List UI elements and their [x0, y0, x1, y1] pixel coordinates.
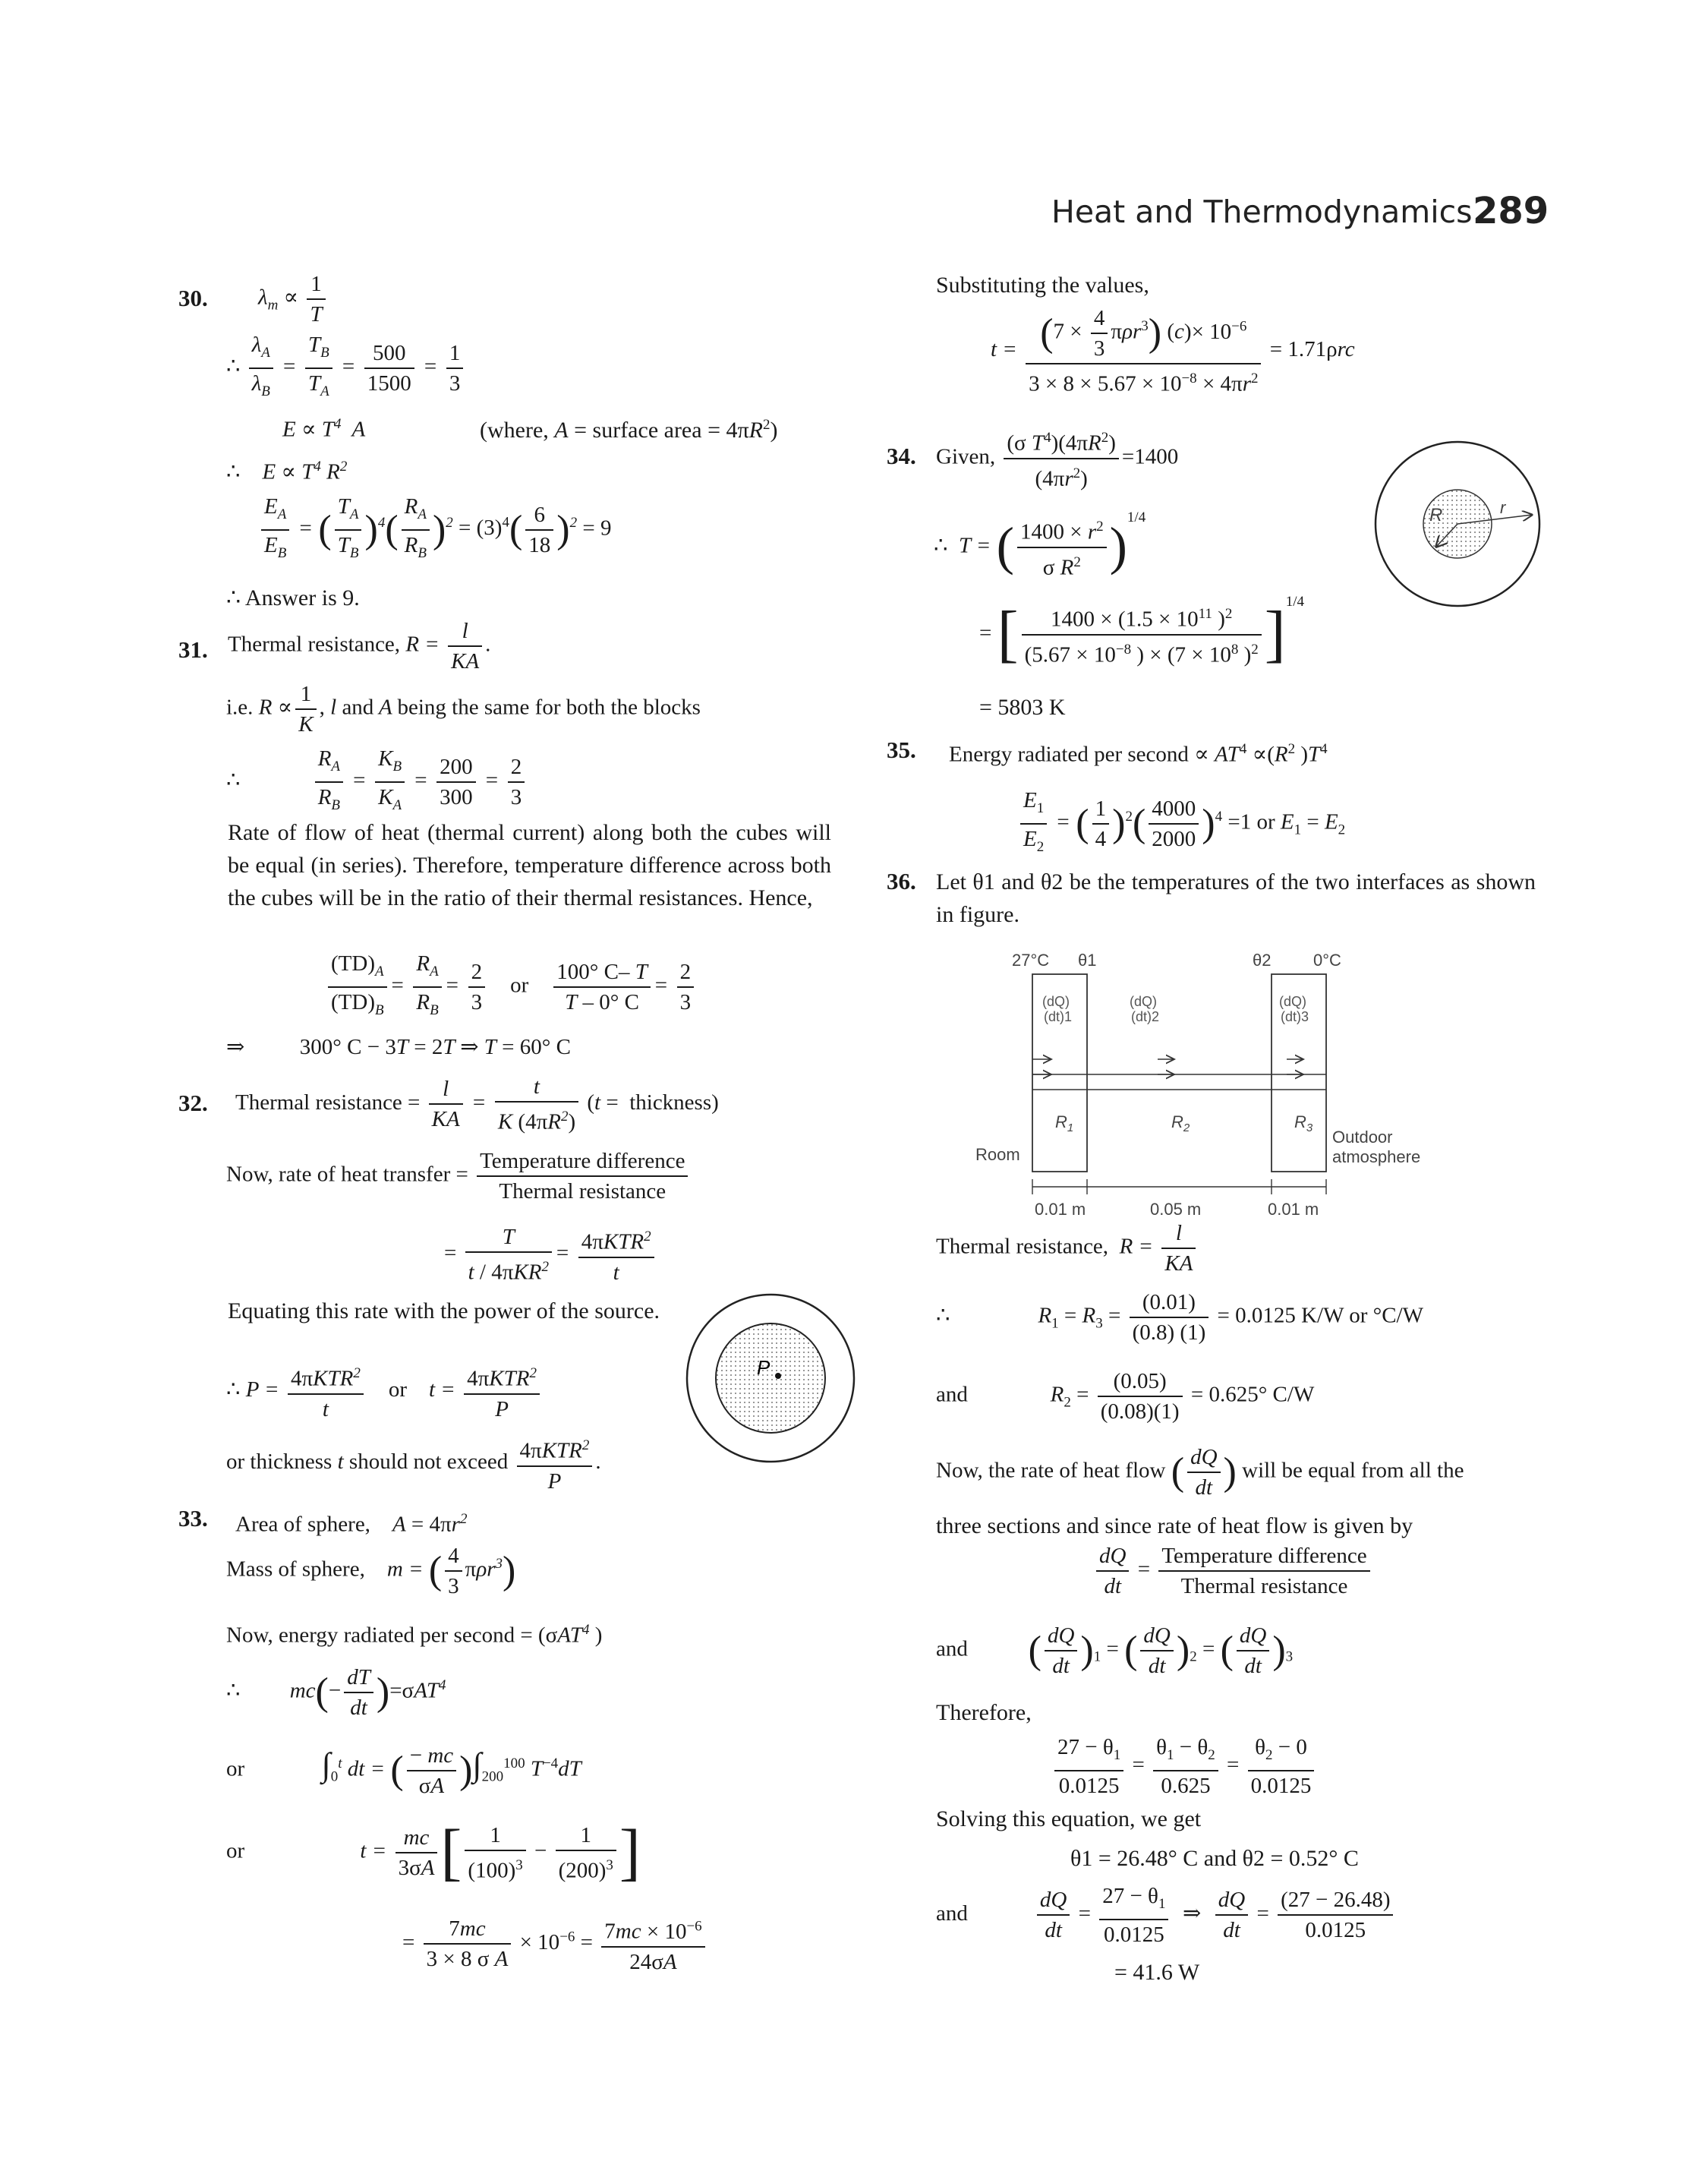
fig-r2: $R_2$ [1171, 1112, 1190, 1134]
svg-text:(dt)2: (dt)2 [1131, 1009, 1160, 1024]
q33-line3: Now, energy radiated per second = (σAT$^4$ ) [226, 1622, 603, 1648]
q30-line1: $\lambda_m$ ∝ $\frac{1}{T}$ [258, 270, 329, 329]
q33-line6: or t = $\frac{mc}{3\sigma A}$ [ $\frac{1}{(100)^3}$ − $\frac{1}{(200)^3}$ ] [226, 1817, 641, 1888]
q30-line5: $\frac{E_A}{E_B}$ = ( $\frac{T_A}{T_B}$ )$^4$( $\frac{R_A}{R_B}$ )$^2 = (3)^4$( $\frac{6}{18}$ )$^2$ = 9 [258, 492, 611, 568]
fig-width3: 0.01 m [1268, 1200, 1319, 1219]
q36-line7: Therefore, [936, 1700, 1032, 1725]
q36-line12: = 41.6 W [1114, 1960, 1200, 1985]
q31-line4: $\frac{(TD)_A}{(TD)_B}$ = $\frac{R_A}{R_B}$ = $\frac{2}{3}$ or $\frac{100^\circ C- T}{T - 0^\circ C}$ = $\frac{2}{3}$ [325, 949, 697, 1025]
q31-line5: ⇒ 300° C − 3T = 2T ⇒ T = 60° C [226, 1035, 571, 1059]
q36-paragraph: Let θ1 and θ2 be the temperatures of the two interfaces as shown in figure. [936, 869, 1536, 927]
question-number-32: 32. [178, 1090, 208, 1116]
fig-r3: $R_3$ [1294, 1112, 1313, 1134]
q34-line3: = [ $\frac{1400 \times (1.5 \times 10^{11} )^2}{(5.67 \times 10^{-8} ) \times (7 \times 10^8 )^2}$ ]$^{1/4}$ [979, 593, 1305, 670]
q33-line5: or $\int_0^t$ dt = ( $\frac{- mc}{\sigma A}$ )$\int_{200}^{100}$ $T^{-4}dT$ [226, 1741, 581, 1800]
q32-paragraph: Equating this rate with the power of the source. [228, 1298, 660, 1323]
fig-r1: $R_1$ [1055, 1112, 1074, 1134]
q36-line1: Thermal resistance, R = $\frac{l}{KA}$ [936, 1219, 1199, 1278]
svg-text:(dt)1: (dt)1 [1044, 1009, 1073, 1024]
question-number-35: 35. [887, 737, 916, 763]
fig-theta2: θ2 [1253, 951, 1272, 970]
fig-room: Room [975, 1145, 1020, 1164]
q33-line1: Area of sphere, $A = 4\pi r^2$ [235, 1511, 468, 1537]
svg-text:(dt)3: (dt)3 [1281, 1009, 1309, 1024]
q36-line9: Solving this equation, we get [936, 1806, 1202, 1831]
q36-line11: and $\frac{dQ}{dt}$ = $\frac{27 - \theta_1}{0.0125}$ ⇒ $\frac{dQ}{dt}$ = $\frac{(27 - 26.48)}{0.0125}$ [936, 1882, 1396, 1949]
q33-line9: t = (7 × $\frac{4}{3}$ πρr$^3$) $(c)\times 10^{-6}$ $3 \times 8 \times 5.67 \times 10^{-8} \times 4\pi r^2$ = 1.71ρrc [991, 304, 1355, 399]
fig-label-R: R [1429, 505, 1443, 525]
q32-line4: ∴ P = $\frac{4\pi KTR^2}{t}$ or t = $\frac{4\pi KTR^2}{P}$ [226, 1359, 543, 1424]
question-number-30: 30. [178, 285, 208, 311]
q36-line8: $\frac{27 - \theta_1}{0.0125}$ = $\frac{\theta_1 - \theta_2}{0.625}$ = $\frac{\theta_2 - 0}{0.0125}$ [1051, 1733, 1317, 1800]
fig-width1: 0.01 m [1035, 1200, 1086, 1219]
q31-line1: Thermal resistance, R = $\frac{l}{KA}$ . [228, 617, 490, 676]
q36-line10: θ1 = 26.48° C and θ2 = 0.52° C [1070, 1846, 1359, 1871]
q30-line2: ∴ $\frac{\lambda_A}{\lambda_B}$ = $\frac{T_B}{T_A}$ = $\frac{500}{1500}$ = $\frac{1}{3}$ [226, 330, 466, 406]
q31-line2: i.e. R ∝ $\frac{1}{K}$ , l and A being the same for both the blocks [226, 680, 701, 739]
q35-line1: Energy radiated per second ∝ $AT^4 \propto(R^2$ )$T^4$ [949, 741, 1328, 767]
question-number-33: 33. [178, 1505, 208, 1532]
fig-dq1: (dQ) [1042, 994, 1070, 1009]
q36-line3: and $R_2$ = $\frac{(0.05)}{(0.08)(1)}$ = 0.625° C/W [936, 1367, 1314, 1426]
q30-line3: $E \propto T^4$ A [282, 416, 366, 442]
q33-line7: = $\frac{7mc}{\text{3 × 8 σ A}}$ × $10^{-6}$ = $\frac{7mc \times 10^{-6}}{24\sigma A}$ [402, 1912, 708, 1976]
q32-line2: Now, rate of heat transfer = $\frac{\text{Temperature difference}}{\text{Thermal resistance}}$ [226, 1147, 691, 1206]
q34-line1: Given, $\frac{(\sigma T^4)(4\pi R^2)}{(4\pi r^2)}$ =1400 [936, 424, 1178, 493]
fig-outdoor: Outdoor [1332, 1128, 1393, 1147]
q31-line3: ∴ $\frac{R_A}{R_B}$ = $\frac{K_B}{K_A}$ = $\frac{200}{300}$ = $\frac{2}{3}$ [226, 744, 528, 820]
fig-temp-right: 0°C [1313, 951, 1341, 970]
inner-sphere [716, 1323, 825, 1433]
sphere-figure [683, 1291, 858, 1465]
q33-line2: Mass of sphere, m = ( $\frac{4}{3}$ πρr$^3$) [226, 1541, 515, 1601]
fig-dq2: (dQ) [1130, 994, 1157, 1009]
q34-line4: = 5803 K [979, 695, 1066, 720]
q36-line4a: Now, the rate of heat flow ( $\frac{dQ}{dt}$ ) will be equal from all the [936, 1443, 1464, 1502]
fig-label-p: P [757, 1356, 770, 1379]
q33-line4: ∴ mc(− $\frac{dT}{dt}$ )=σAT$^4$ [226, 1663, 446, 1722]
planet-orbit-figure [1372, 439, 1543, 610]
q33-line8: Substituting the values, [936, 273, 1149, 298]
q36-line4b: three sections and since rate of heat flow is given by [936, 1513, 1413, 1538]
center-dot [775, 1373, 781, 1379]
q30-line3-note: (where, A = surface area = $4\pi R^2$) [480, 417, 778, 443]
running-head-title: Heat and Thermodynamics [1051, 194, 1473, 230]
fig-label-r: r [1500, 498, 1506, 517]
fig-atmosphere: atmosphere [1332, 1147, 1421, 1166]
q30-line4: ∴ $E \propto T^4$ $R^2$ [226, 459, 348, 484]
composite-wall-figure [975, 945, 1446, 1226]
q36-line2: ∴ $R_1 = R_3$ = $\frac{(0.01)}{(0.8) (1)}$ = 0.0125 K/W or °C/W [936, 1288, 1423, 1347]
q30-answer: ∴ Answer is 9. [226, 585, 360, 610]
q32-line5: or thickness t should not exceed $\frac{4\pi KTR^2}{P}$ . [226, 1431, 601, 1496]
question-number-36: 36. [887, 868, 916, 894]
q36-line5: $\frac{dQ}{dt}$ = $\frac{\text{Temperature difference}}{\text{Thermal resistance}}$ [1093, 1541, 1373, 1601]
fig-dq3: (dQ) [1279, 994, 1306, 1009]
q32-line3: = $\frac{T}{t / 4\pi KR^2}$ = $\frac{4\pi KTR^2}{t}$ [444, 1222, 657, 1287]
fig-temp-left: 27°C [1012, 951, 1050, 970]
fig-theta1: θ1 [1078, 951, 1097, 970]
page-number: 289 [1473, 190, 1549, 232]
question-number-31: 31. [178, 636, 208, 663]
fig-width2: 0.05 m [1150, 1200, 1202, 1219]
q36-line6: and ( $\frac{dQ}{dt}$ )$_1$ = ( $\frac{dQ}{dt}$ )$_2$ = ( $\frac{dQ}{dt}$ )$_3$ [936, 1621, 1293, 1680]
q32-line1: Thermal resistance = $\frac{l}{KA}$ = $\frac{t}{K (4\pi R^2)}$ (t = thickness) [235, 1072, 719, 1137]
q35-line2: $\frac{E_1}{E_2}$ = ( $\frac{1}{4}$ )$^2$( $\frac{4000}{2000}$ )$^4$ =1 or $E_1 = E_2$ [1017, 786, 1345, 862]
q34-line2: ∴ T = ( $\frac{1400 \times r^2}{\sigma R^2}$ )$^{1/4}$ [934, 509, 1146, 580]
question-number-34: 34. [887, 443, 916, 469]
q31-paragraph: Rate of flow of heat (thermal current) along both the cubes will be equal (in series). Therefore, temperature difference across both the cubes will be in the ratio of their thermal resistances. Hence, [228, 820, 831, 910]
